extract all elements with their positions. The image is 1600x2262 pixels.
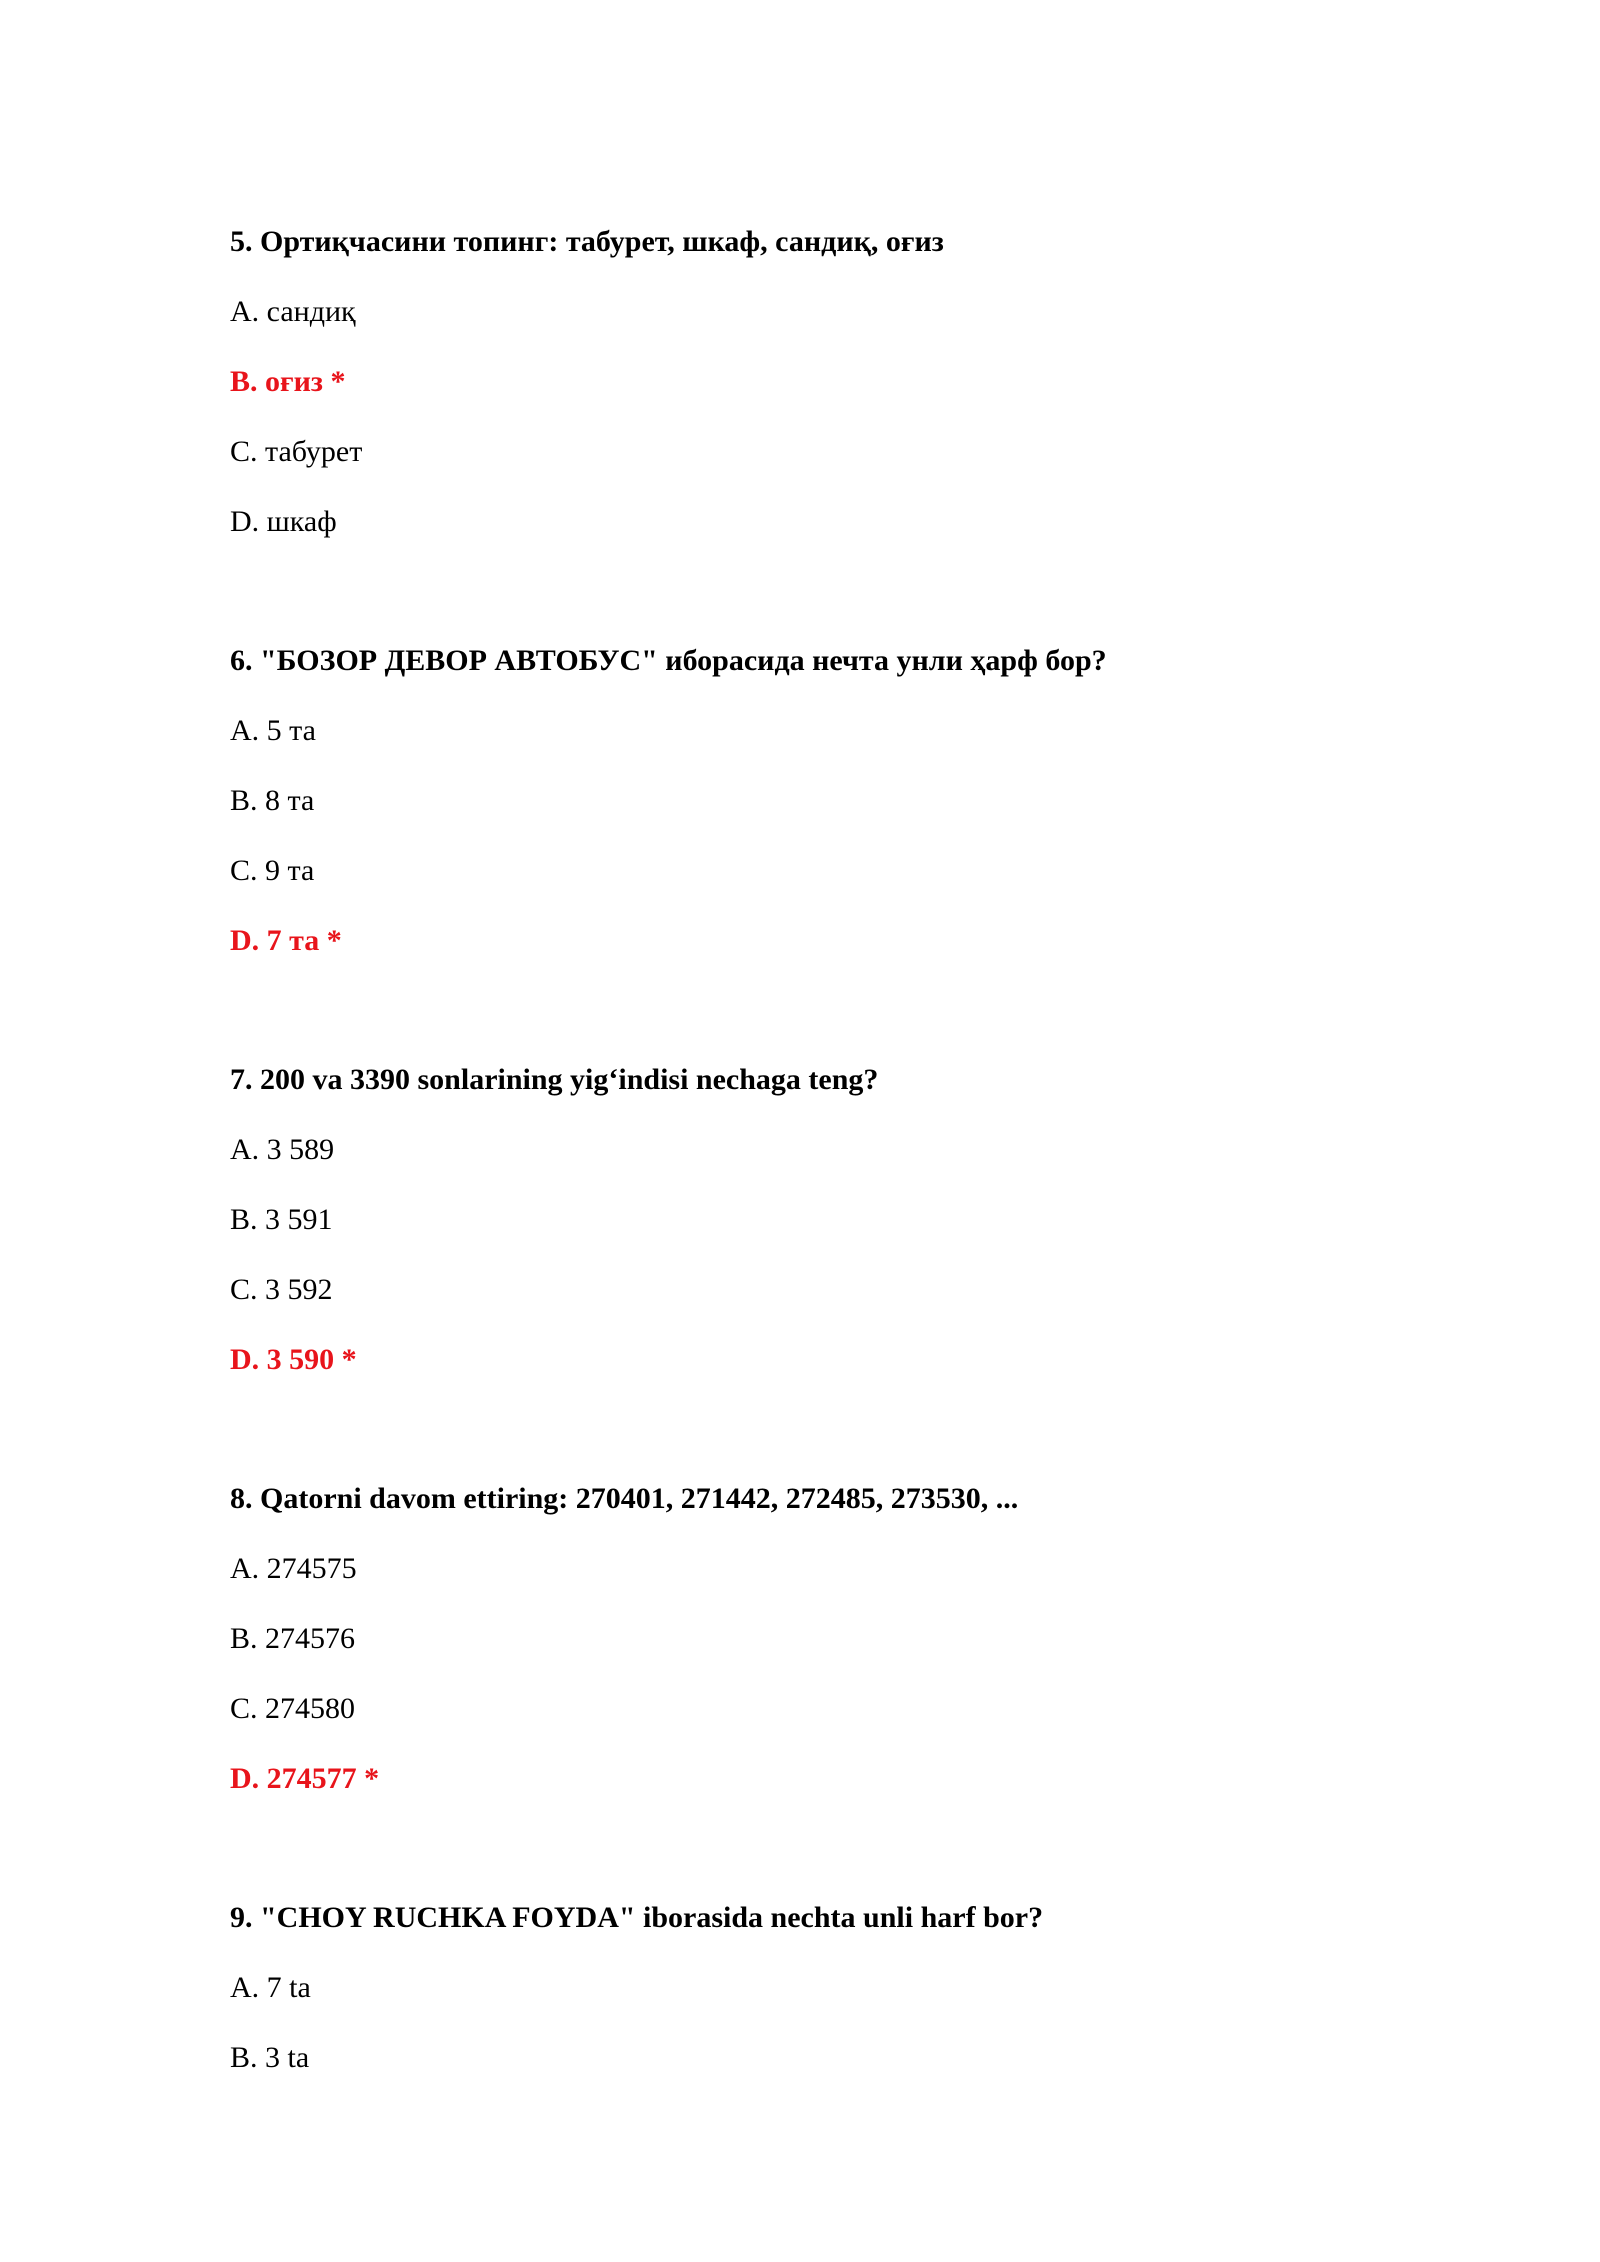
answer-option-c: C. табурет [230, 435, 363, 468]
question-title: 7. 200 va 3390 sonlarining yig‘indisi nechaga teng? [230, 1063, 879, 1096]
answer-option-a: A. 274575 [230, 1552, 357, 1585]
answer-option-b: B. 3 ta [230, 2041, 310, 2074]
answer-option-d-correct: D. 3 590 * [230, 1343, 357, 1376]
answer-option-b: B. 3 591 [230, 1203, 333, 1236]
question-9 [230, 1900, 1530, 2076]
answer-option-a: A. 5 та [230, 714, 316, 747]
answer-option-b: B. 274576 [230, 1622, 356, 1655]
answer-option-b: B. 8 та [230, 784, 315, 817]
answer-option-d-correct: D. 274577 * [230, 1762, 380, 1795]
answer-option-d: D. шкаф [230, 505, 337, 538]
answer-option-d-correct: D. 7 та * [230, 924, 342, 957]
answer-option-a: A. сандиқ [230, 295, 356, 328]
question-6 [230, 643, 1530, 959]
question-8 [230, 1481, 1530, 1797]
answer-option-b-correct: B. оғиз * [230, 365, 346, 398]
answer-option-a: A. 3 589 [230, 1133, 335, 1166]
question-title: 8. Qatorni davom ettiring: 270401, 271442, 272485, 273530, ... [230, 1482, 1019, 1515]
question-title: 5. Ортиқчасини топинг: табурет, шкаф, сандиқ, оғиз [230, 225, 944, 258]
answer-option-c: C. 3 592 [230, 1273, 333, 1306]
question-5 [230, 224, 1530, 540]
question-title: 9. "CHOY RUCHKA FOYDA" iborasida nechta unli harf bor? [230, 1901, 1044, 1934]
answer-option-c: C. 9 та [230, 854, 315, 887]
answer-option-c: C. 274580 [230, 1692, 356, 1725]
question-7 [230, 1062, 1530, 1378]
question-title: 6. "БОЗОР ДЕВОР АВТОБУС" иборасида нечта унли ҳарф бор? [230, 644, 1107, 677]
answer-option-a: A. 7 ta [230, 1971, 311, 2004]
